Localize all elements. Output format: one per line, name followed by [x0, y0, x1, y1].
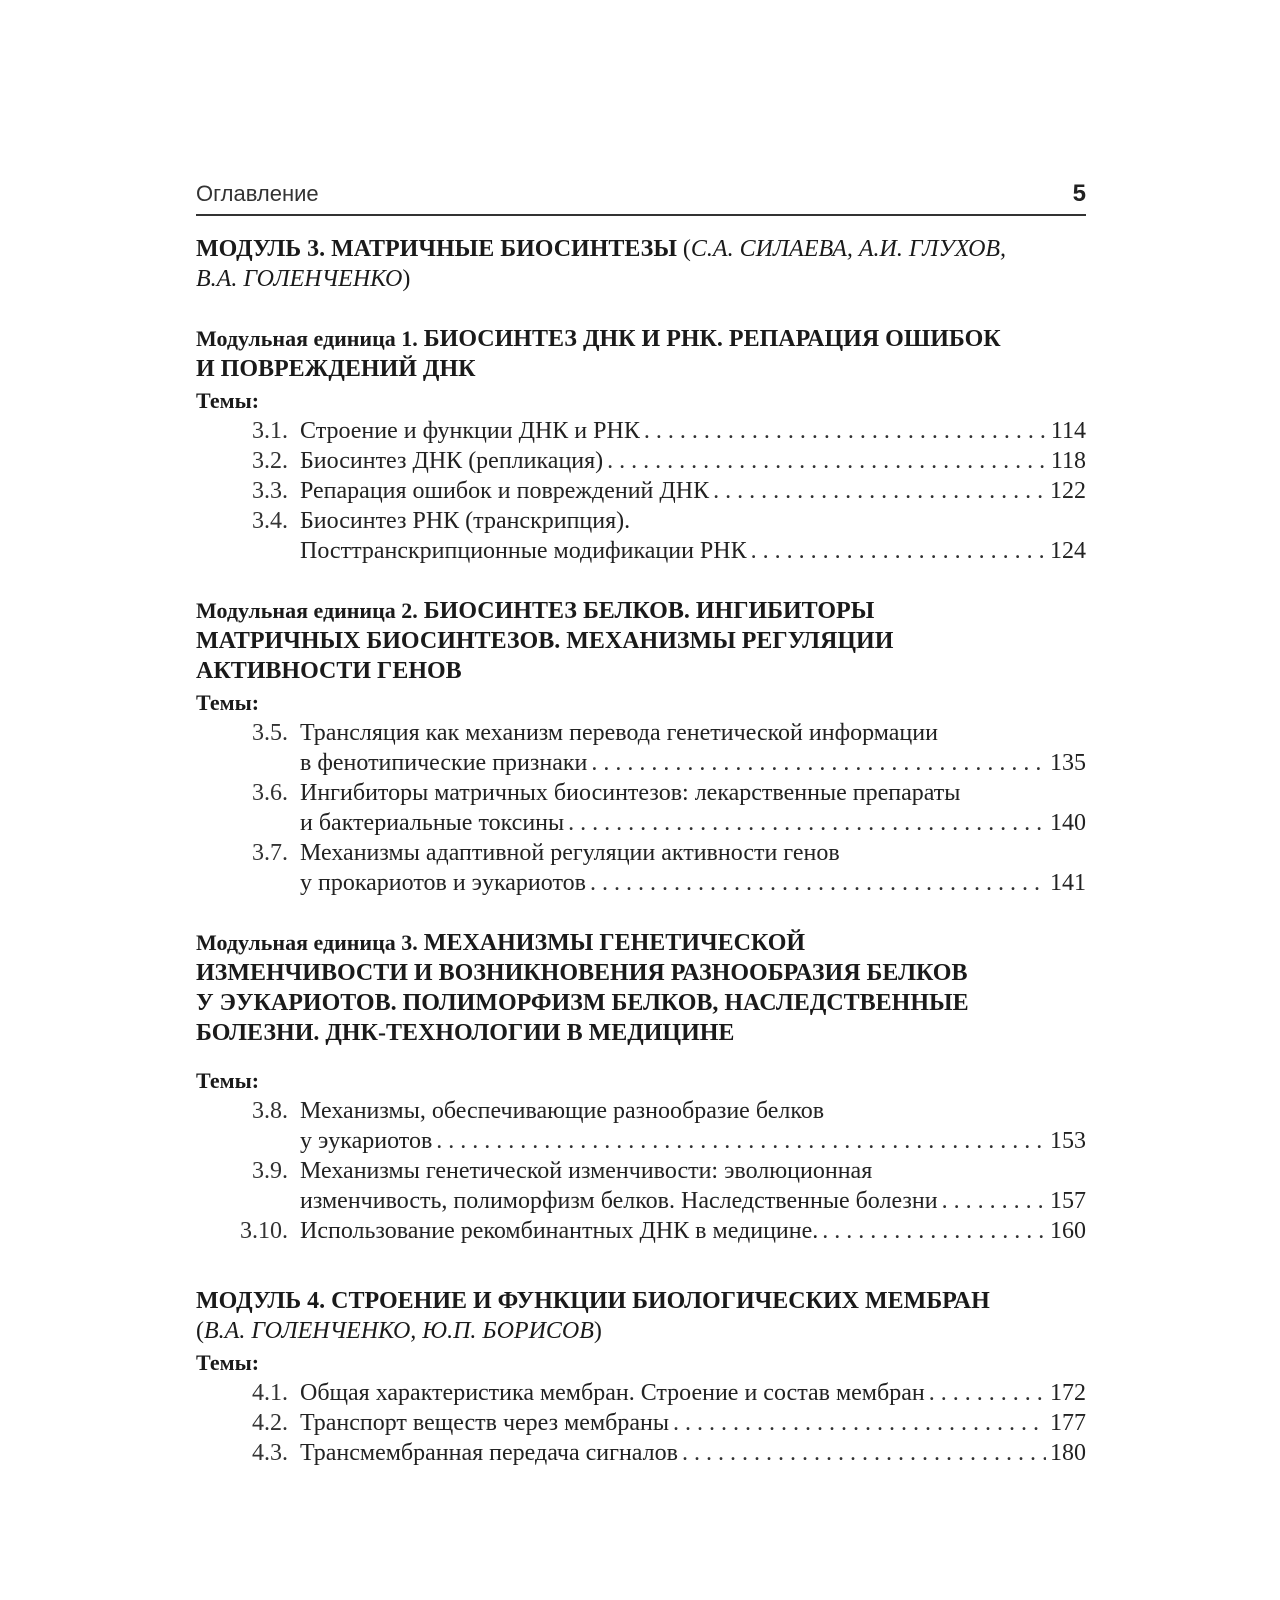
toc-entry-page: 160 [1050, 1218, 1086, 1244]
toc-entry-body [300, 1156, 1086, 1216]
topic-list [196, 416, 1086, 566]
toc-entry-text: в фенотипические признаки [300, 750, 588, 776]
dot-leader [673, 1408, 1046, 1438]
toc-entry-body [300, 1096, 1086, 1156]
dot-leader [591, 748, 1046, 778]
toc-entry-leader-line [300, 1408, 1086, 1438]
dot-leader [607, 446, 1047, 476]
toc-entry-body [300, 506, 1086, 566]
toc-entry [196, 1096, 1086, 1156]
toc-entry-number: 3.7. [252, 840, 288, 866]
unit-1-label: Модульная единица 1. [196, 326, 418, 351]
toc-entry-page: 140 [1050, 810, 1086, 836]
toc-entry-leader-line [300, 808, 1086, 838]
unit-2-title-line-2: МАТРИЧНЫХ БИОСИНТЕЗОВ. МЕХАНИЗМЫ РЕГУЛЯЦИИ [196, 628, 894, 654]
unit-1-title-line-2: И ПОВРЕЖДЕНИЙ ДНК [196, 356, 476, 382]
unit-1-title [196, 324, 1086, 384]
toc-entry [196, 446, 1086, 476]
toc-entry-page: 118 [1050, 448, 1086, 474]
toc-entry-page: 172 [1050, 1380, 1086, 1406]
toc-entry [196, 1438, 1086, 1468]
toc-entry-leader-line [300, 416, 1086, 446]
toc-entry [196, 1156, 1086, 1216]
toc-entry-leader-line [300, 1126, 1086, 1156]
toc-entry-number: 3.6. [252, 780, 288, 806]
module-3-authors: (С.А. СИЛАЕВА, А.И. ГЛУХОВ, В.А. ГОЛЕНЧЕНКО) [196, 236, 1007, 292]
toc-entry-leader-line [300, 536, 1086, 566]
toc-entry-page: 124 [1050, 538, 1086, 564]
toc-entry-leader-line [300, 446, 1086, 476]
toc-entry-page: 114 [1050, 418, 1086, 444]
page-number: 5 [1072, 180, 1086, 207]
dot-leader [942, 1186, 1046, 1216]
unit-2-label: Модульная единица 2. [196, 598, 418, 623]
toc-entry-page: 122 [1050, 478, 1086, 504]
unit-1-title-line-1: БИОСИНТЕЗ ДНК И РНК. РЕПАРАЦИЯ ОШИБОК [423, 326, 1001, 352]
toc-entry-text: Ингибиторы матричных биосинтезов: лекарственные препараты [300, 780, 961, 806]
toc-entry-leader-line [300, 1438, 1086, 1468]
module-3-authors-line-2: В.А. ГОЛЕНЧЕНКО [196, 266, 403, 292]
unit-2-title [196, 596, 1086, 686]
toc-entry-number: 3.5. [252, 720, 288, 746]
toc-entry-body [300, 1438, 1086, 1468]
toc-entry [196, 838, 1086, 898]
toc-entry-leader-line [300, 1378, 1086, 1408]
toc-entry-text: и бактериальные токсины [300, 810, 565, 836]
themes-label: Темы: [196, 1068, 260, 1093]
toc-entry-body [300, 718, 1086, 778]
toc-entry-body [300, 838, 1086, 898]
toc-entry-number: 3.8. [252, 1098, 288, 1124]
toc-entry [196, 416, 1086, 446]
toc-entry-body [300, 476, 1086, 506]
toc-entry-page: 153 [1050, 1128, 1086, 1154]
toc-entry-body [300, 416, 1086, 446]
themes-label: Темы: [196, 388, 260, 413]
toc-entry-body [300, 1216, 1086, 1246]
toc-entry-leader-line [300, 1186, 1086, 1216]
toc-entry-text: изменчивость, полиморфизм белков. Наследственные болезни [300, 1188, 938, 1214]
toc-entry-text: Репарация ошибок и повреждений ДНК [300, 478, 710, 504]
module-4-heading: МОДУЛЬ 4. СТРОЕНИЕ И ФУНКЦИИ БИОЛОГИЧЕСКИХ МЕМБРАН [196, 1288, 990, 1314]
toc-entry-number: 4.3. [252, 1440, 288, 1466]
topic-list [196, 718, 1086, 898]
themes-label: Темы: [196, 1350, 260, 1375]
unit-3-title [196, 928, 1086, 1048]
toc-entry-number: 4.1. [252, 1380, 288, 1406]
unit-3-label: Модульная единица 3. [196, 930, 418, 955]
toc-entry-number: 3.2. [252, 448, 288, 474]
unit-2-title-line-1: БИОСИНТЕЗ БЕЛКОВ. ИНГИБИТОРЫ [423, 598, 875, 624]
toc-entry-page: 157 [1050, 1188, 1086, 1214]
toc-entry-leader-line [300, 1216, 1086, 1246]
dot-leader [590, 868, 1046, 898]
toc-entry-page: 141 [1050, 870, 1086, 896]
toc-entry-body [300, 778, 1086, 838]
toc-entry-leader-line [300, 748, 1086, 778]
toc-entry-page: 135 [1050, 750, 1086, 776]
toc-entry-page: 177 [1050, 1410, 1086, 1436]
toc-entry-text: Трансляция как механизм перевода генетической информации [300, 720, 938, 746]
unit-3-title-line-2: ИЗМЕНЧИВОСТИ И ВОЗНИКНОВЕНИЯ РАЗНООБРАЗИЯ БЕЛКОВ [196, 960, 968, 986]
themes-label: Темы: [196, 690, 260, 715]
module-3-title [196, 234, 1086, 294]
toc-entry-number: 3.9. [252, 1158, 288, 1184]
unit-3-title-line-4: БОЛЕЗНИ. ДНК-ТЕХНОЛОГИИ В МЕДИЦИНЕ [196, 1020, 735, 1046]
toc-entry [196, 506, 1086, 566]
topic-list [196, 1378, 1086, 1468]
toc-entry-text: Биосинтез ДНК (репликация) [300, 448, 604, 474]
running-head [196, 180, 1086, 216]
dot-leader [644, 416, 1047, 446]
dot-leader [682, 1438, 1046, 1468]
toc-entry-text: Посттранскрипционные модификации РНК [300, 538, 747, 564]
module-3-authors-line-1: С.А. СИЛАЕВА, А.И. ГЛУХОВ, [690, 236, 1007, 262]
module-3-heading: МОДУЛЬ 3. МАТРИЧНЫЕ БИОСИНТЕЗЫ [196, 236, 677, 262]
dot-leader [822, 1216, 1046, 1246]
toc-entry-body [300, 1378, 1086, 1408]
toc-entry [196, 1378, 1086, 1408]
toc-entry-page: 180 [1050, 1440, 1086, 1466]
toc-entry-number: 3.10. [240, 1218, 288, 1244]
running-head-title: Оглавление [196, 181, 319, 206]
toc-entry-text: Строение и функции ДНК и РНК [300, 418, 640, 444]
toc-entry-text: Механизмы адаптивной регуляции активности генов [300, 840, 840, 866]
toc-entry-number: 3.4. [252, 508, 288, 534]
topic-list [196, 1096, 1086, 1246]
dot-leader [713, 476, 1046, 506]
toc-entry-number: 3.3. [252, 478, 288, 504]
toc-entry-number: 4.2. [252, 1410, 288, 1436]
toc-entry-text: Общая характеристика мембран. Строение и состав мембран [300, 1380, 925, 1406]
toc-entry-leader-line [300, 868, 1086, 898]
toc-entry-text: Использование рекомбинантных ДНК в медицине. [300, 1218, 819, 1244]
toc-entry-leader-line [300, 476, 1086, 506]
dot-leader [436, 1126, 1046, 1156]
dot-leader [751, 536, 1046, 566]
module-4-authors: (В.А. ГОЛЕНЧЕНКО, Ю.П. БОРИСОВ) [196, 1318, 602, 1344]
toc-entry [196, 476, 1086, 506]
toc-entry [196, 718, 1086, 778]
module-4-authors-line: В.А. ГОЛЕНЧЕНКО, Ю.П. БОРИСОВ [204, 1318, 594, 1344]
toc-entry-text: у эукариотов [300, 1128, 433, 1154]
toc-page [196, 180, 1086, 1468]
unit-3-title-line-3: У ЭУКАРИОТОВ. ПОЛИМОРФИЗМ БЕЛКОВ, НАСЛЕДСТВЕННЫЕ [196, 990, 969, 1016]
toc-entry-text: Транспорт веществ через мембраны [300, 1410, 669, 1436]
module-4-title [196, 1286, 1086, 1316]
toc-entry-text: Механизмы генетической изменчивости: эволюционная [300, 1158, 873, 1184]
toc-entry-text: Биосинтез РНК (транскрипция). [300, 508, 631, 534]
toc-entry-text: Трансмембранная передача сигналов [300, 1440, 678, 1466]
toc-entry-text: Механизмы, обеспечивающие разнообразие белков [300, 1098, 825, 1124]
toc-entry [196, 778, 1086, 838]
dot-leader [929, 1378, 1046, 1408]
dot-leader [568, 808, 1046, 838]
toc-entry-body [300, 1408, 1086, 1438]
toc-entry-number: 3.1. [252, 418, 288, 444]
unit-2-title-line-3: АКТИВНОСТИ ГЕНОВ [196, 658, 462, 684]
toc-entry [196, 1216, 1086, 1246]
toc-entry-text: у прокариотов и эукариотов [300, 870, 586, 896]
toc-entry [196, 1408, 1086, 1438]
unit-3-title-line-1: МЕХАНИЗМЫ ГЕНЕТИЧЕСКОЙ [423, 930, 806, 956]
toc-entry-body [300, 446, 1086, 476]
